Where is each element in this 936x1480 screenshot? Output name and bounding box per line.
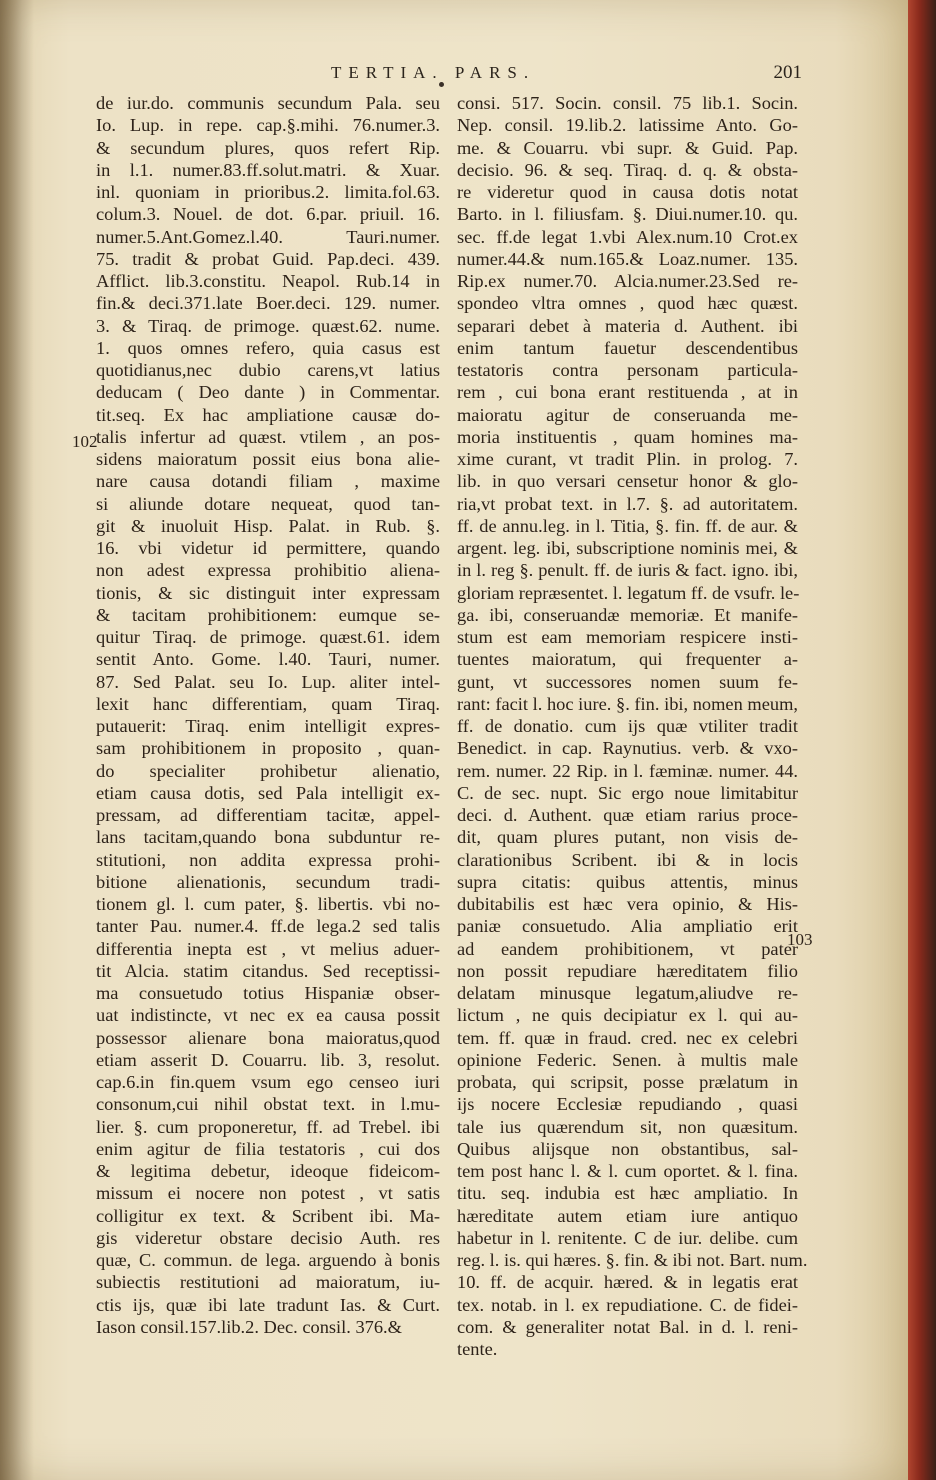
text-line: moria instituentis , quam homines ma- [457, 426, 798, 447]
text-line: tex. notab. in l. ex repudiatione. C. de fidei- [457, 1294, 798, 1315]
text-line: missum ei nocere non potest , vt satis [96, 1183, 440, 1204]
text-line: xime curant, vt tradit Plin. in prolog. 7. [457, 449, 798, 469]
text-line: quitur Tiraq. de primoge. quæst.61. idem [96, 627, 440, 647]
text-line: enim tantum fauetur descendentibus [457, 337, 798, 358]
text-line: differentia inepta est , vt melius aduer- [96, 938, 440, 959]
text-line: dubitabilis est hæc vera opinio, & His- [457, 894, 798, 914]
text-line: consonum,cui nihil obstat text. in l.mu- [96, 1094, 440, 1115]
text-line: colum.3. Nouel. de dot. 6.par. priuil. 16. [96, 204, 440, 225]
text-line: rant: facit l. hoc iure. §. fin. ibi, nomen meum, [457, 693, 798, 714]
text-line: nare causa dotandi filiam , maxime [96, 471, 440, 492]
text-line: quotidianus,nec dubio carens,vt latius [96, 360, 440, 380]
text-line: 87. Sed Palat. seu Io. Lup. aliter intel- [96, 671, 440, 692]
text-line: tionis, & sic distinguit inter expressam [96, 582, 440, 603]
text-line: spondeo vltra omnes , quod hæc quæst. [457, 293, 798, 314]
page-header [96, 60, 802, 90]
text-line: non adest expressa prohibitio aliena- [96, 560, 440, 581]
text-line: git & inuoluit Hisp. Palat. in Rub. §. [96, 515, 440, 536]
text-line: & secundum plures, quos refert Rip. [96, 137, 440, 158]
text-line: Barto. in l. filiusfam. §. Diui.numer.10. qu. [457, 204, 798, 225]
left-text-column [96, 92, 440, 1338]
text-line: talis infertur ad quæst. vtilem , an pos- [96, 426, 440, 447]
text-line: etiam asserit D. Couarru. lib. 3, resolut. [96, 1049, 440, 1070]
text-line: in l. reg §. penult. ff. de iuris & fact. igno. ibi, [457, 560, 798, 581]
text-line: 1. quos omnes refero, quia casus est [96, 337, 440, 358]
text-line: 10. ff. de acquir. hæred. & in legatis erat [457, 1272, 798, 1293]
text-line: consi. 517. Socin. consil. 75 lib.1. Socin. [457, 93, 798, 113]
text-line: bitione alienationis, secundum tradi- [96, 871, 440, 892]
text-line: numer.5.Ant.Gomez.l.40. Tauri.numer. [96, 226, 440, 247]
text-line: inl. quoniam in prioribus.2. limita.fol.63. [96, 182, 440, 202]
text-line: in l.1. numer.83.ff.solut.matri. & Xuar. [96, 159, 440, 180]
text-line: quæ, C. commun. de lega. arguendo à bonis [96, 1250, 440, 1270]
text-line: fin.& deci.371.late Boer.deci. 129. numer. [96, 293, 440, 314]
text-line: sentit Anto. Gome. l.40. Tauri, numer. [96, 649, 440, 670]
text-line: habetur in l. renitente. C de iur. delibe. cum [457, 1227, 798, 1248]
text-line: tit.seq. Ex hac ampliatione causæ do- [96, 404, 440, 425]
text-line: uat indistincte, vt nec ex ea causa possit [96, 1005, 440, 1026]
margin-note-right: 103 [787, 930, 813, 949]
text-line: Nep. consil. 19.lib.2. latissime Anto. Go- [457, 115, 798, 136]
text-line: ma consuetudo totius Hispaniæ obser- [96, 983, 440, 1003]
page-number: 201 [773, 62, 802, 83]
text-line: non possit repudiare hæreditatem filio [457, 960, 798, 981]
text-line: gis videretur obstare decisio Auth. res [96, 1227, 440, 1248]
text-line: ga. ibi, conseruandæ memoriæ. Et manife- [457, 604, 798, 625]
text-line: numer.44.& num.165.& Loaz.numer. 135. [457, 248, 798, 269]
text-line: stum est eam memoriam respicere insti- [457, 627, 798, 647]
running-head: TERTIA. PARS. [331, 63, 536, 82]
text-line: do specialiter prohibetur alienatio, [96, 760, 440, 781]
text-line: tem. ff. quæ in fraud. cred. nec ex celebri [457, 1027, 798, 1048]
text-line: Iason consil.157.lib.2. Dec. consil. 376.& [96, 1316, 402, 1337]
text-line: 75. tradit & probat Guid. Pap.deci. 439. [96, 248, 440, 269]
text-line: probata, qui scripsit, posse prælatum in [457, 1072, 798, 1092]
text-line: possessor alienare bona maioratus,quod [96, 1027, 440, 1048]
text-line: tem post hanc l. & l. cum oportet. & l. fina. [457, 1161, 798, 1181]
text-line: sec. ff.de legat 1.vbi Alex.num.10 Crot.ex [457, 226, 798, 247]
text-line: paniæ consuetudo. Alia ampliatio erit [457, 916, 798, 937]
text-line: hæreditate autem etiam iure antiquo [457, 1205, 798, 1226]
text-line: de iur.do. communis secundum Pala. seu [96, 93, 440, 113]
text-line: 16. vbi videtur id permittere, quando [96, 538, 440, 558]
text-line: lier. §. cum proponeretur, ff. ad Trebel. ibi [96, 1116, 440, 1137]
text-line: sidens maioratum possit eius bona alie- [96, 449, 440, 469]
text-line: sam prohibitionem in proposito , quan- [96, 738, 440, 759]
text-line: & tacitam prohibitionem: eumque se- [96, 604, 440, 625]
text-line: tionem gl. l. cum pater, §. libertis. vbi no- [96, 894, 440, 914]
gutter-shadow [0, 0, 34, 1480]
text-line: stitutioni, non addita expressa prohi- [96, 849, 440, 870]
text-line: titu. seq. indubia est hæc ampliatio. In [457, 1183, 798, 1204]
text-line: supra citatis: quibus attentis, minus [457, 871, 798, 892]
text-line: gunt, vt successores nomen suum fe- [457, 671, 798, 692]
text-line: argent. leg. ibi, subscriptione nominis mei, & [457, 538, 798, 558]
text-line: decisio. 96. & seq. Tiraq. d. q. & obsta- [457, 159, 798, 180]
text-line: tuentes maioratum, qui frequenter a- [457, 649, 798, 670]
text-line: reg. l. is. qui hæres. §. fin. & ibi not. Bart. num. [457, 1250, 808, 1270]
text-line: re videretur quod in causa dotis notat [457, 182, 798, 202]
text-line: cap.6.in fin.quem vsum ego censeo iuri [96, 1072, 440, 1092]
text-line: 3. & Tiraq. de primoge. quæst.62. nume. [96, 315, 440, 336]
text-line: lib. in quo versari censetur honor & glo- [457, 471, 798, 492]
text-line: tanter Pau. numer.4. ff.de lega.2 sed talis [96, 916, 440, 937]
text-line: deci. d. Authent. quæ etiam rarius proce- [457, 805, 798, 825]
text-line: lexit hanc differentiam, quam Tiraq. [96, 693, 440, 714]
text-line: subiectis restitutioni ad maioratum, iu- [96, 1272, 440, 1293]
book-edge [908, 0, 936, 1480]
text-line: ijs nocere Ecclesiæ repudiando , quasi [457, 1094, 798, 1115]
text-line: lictum , ne quis decipiatur ex l. qui au- [457, 1005, 798, 1026]
text-line: dit, quam plures putant, non visis de- [457, 827, 798, 848]
text-line: com. & generaliter notat Bal. in d. l. reni- [457, 1316, 798, 1337]
text-line: tit Alcia. statim citandus. Sed receptissi- [96, 960, 440, 981]
text-line: C. de sec. nupt. Sic ergo noue limitabitur [457, 782, 798, 803]
text-line: opinione Federic. Senen. à multis male [457, 1049, 798, 1070]
text-line: ad eandem prohibitionem, vt pater [457, 938, 798, 959]
text-line: pressam, ad differentiam tacitæ, appel- [96, 805, 440, 825]
text-line: ctis ijs, quæ ibi late tradunt Ias. & Curt. [96, 1294, 440, 1315]
text-line: separari debet à materia d. Authent. ibi [457, 315, 798, 336]
text-line: clarationibus Scribent. ibi & in locis [457, 849, 798, 870]
text-line: maioratu agitur de conseruanda me- [457, 404, 798, 425]
text-line: tale ius quærendum sit, non quæsitum. [457, 1116, 798, 1137]
text-line: rem , cui bona erant restituenda , at in [457, 382, 798, 403]
text-line: deducam ( Deo dante ) in Commentar. [96, 382, 440, 403]
text-line: me. & Couarru. vbi supr. & Guid. Pap. [457, 137, 798, 158]
text-line: delatam minusque legatum,aliudve re- [457, 983, 798, 1003]
text-line: Io. Lup. in repe. cap.§.mihi. 76.numer.3. [96, 115, 440, 136]
text-line: Rip.ex numer.70. Alcia.numer.23.Sed re- [457, 271, 798, 291]
text-line: enim agitur de filia testatoris , cui dos [96, 1138, 440, 1159]
text-line: putauerit: Tiraq. enim intelligit expres- [96, 716, 440, 736]
text-line: testatoris contra personam particula- [457, 360, 798, 380]
text-line: gloriam repræsentet. l. legatum ff. de vsufr. le- [457, 582, 800, 603]
text-line: ff. de annu.leg. in l. Titia, §. fin. ff. de aur. & [457, 515, 798, 536]
text-line: ff. de donatio. cum ijs quæ vtiliter tradit [457, 716, 798, 736]
margin-note-left: 102 [72, 432, 98, 451]
text-line: etiam causa dotis, sed Pala intelligit ex- [96, 782, 440, 803]
text-line: rem. numer. 22 Rip. in l. fæminæ. numer. 44. [457, 760, 798, 781]
text-line: Afflict. lib.3.constitu. Neapol. Rub.14 in [96, 271, 440, 291]
text-line: si aliunde dotare nequeat, quod tan- [96, 493, 440, 514]
text-line: lans tacitam,quando bona subduntur re- [96, 827, 440, 848]
text-line: tente. [457, 1339, 498, 1359]
text-line: ria,vt probat text. in l.7. §. ad autoritatem. [457, 493, 798, 514]
text-line: colligitur ex text. & Scribent ibi. Ma- [96, 1205, 440, 1226]
text-line: Benedict. in cap. Raynutius. verb. & vxo- [457, 738, 798, 759]
text-line: Quibus alijsque non obstantibus, sal- [457, 1138, 798, 1159]
text-line: & legitima debetur, ideoque fideicom- [96, 1161, 440, 1181]
